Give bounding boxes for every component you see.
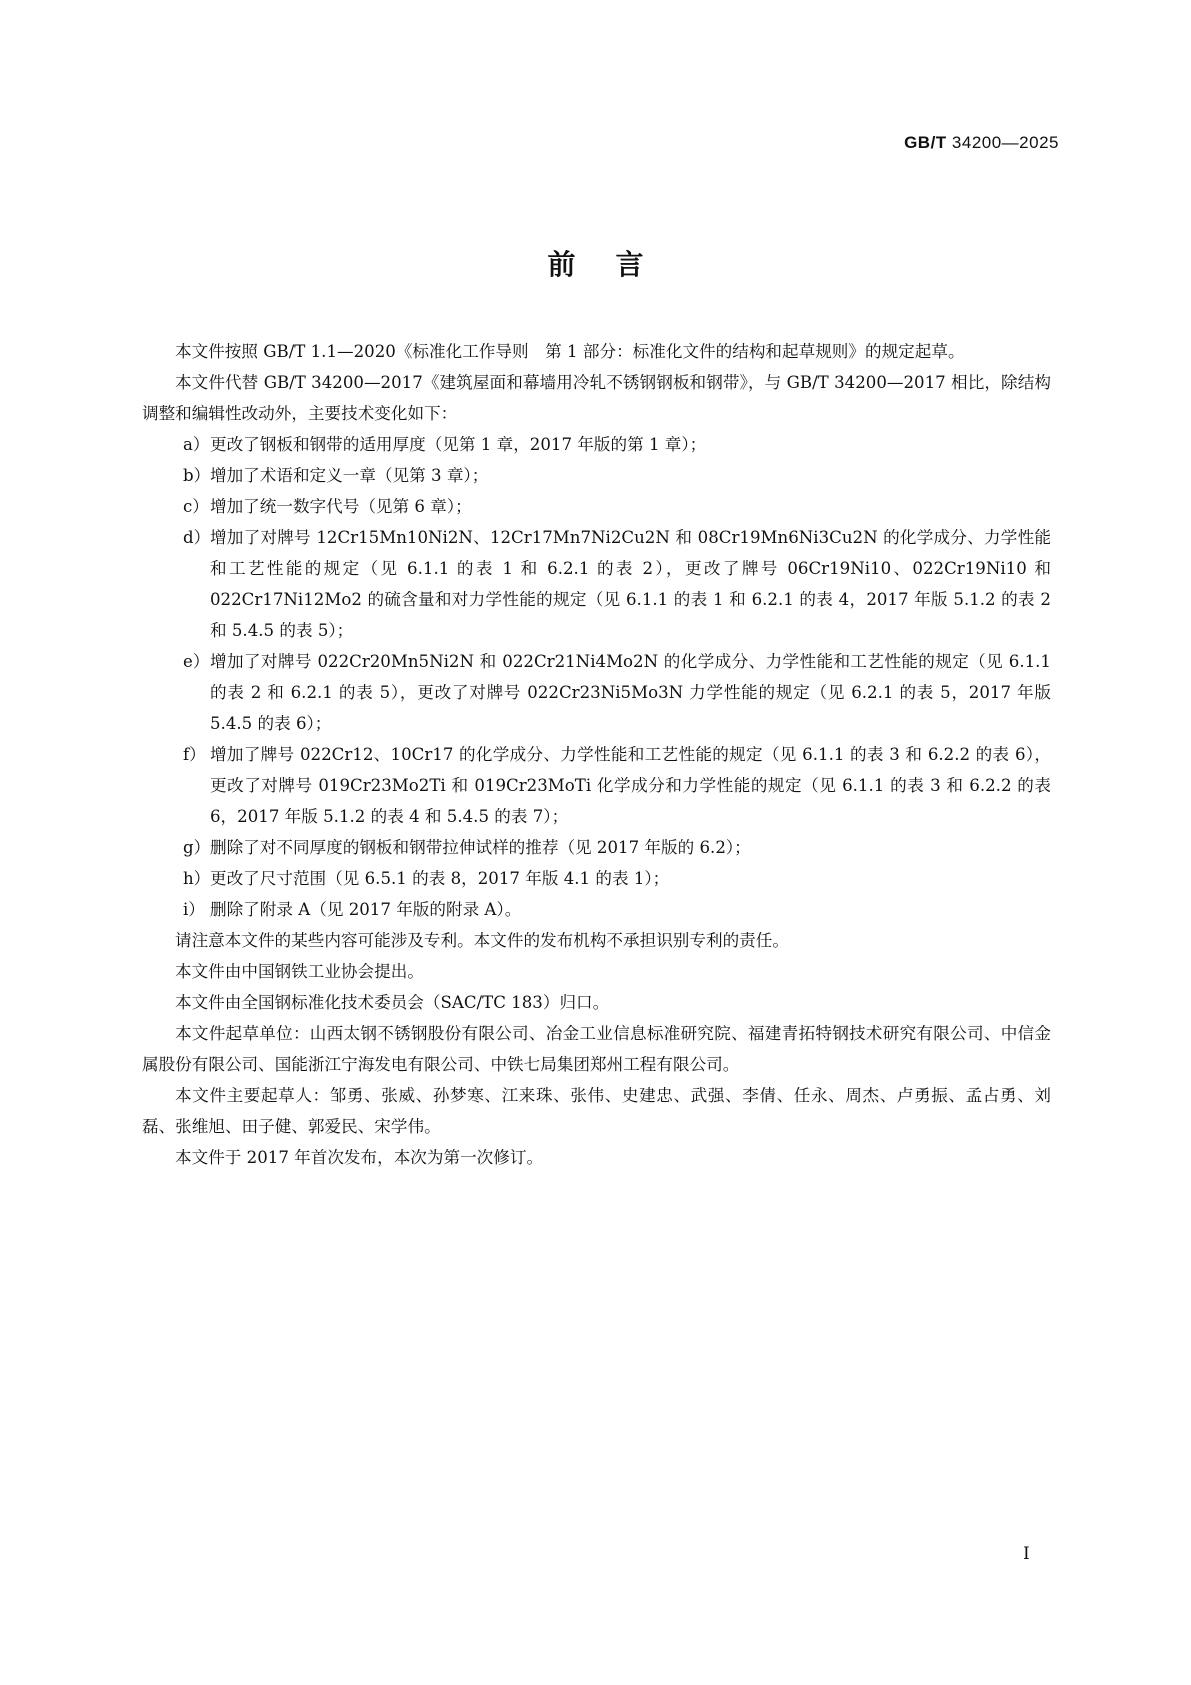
list-item (142, 894, 1051, 925)
paragraph-drafting-basis: 本文件按照 GB/T 1.1—2020《标准化工作导则 第 1 部分：标准化文件的结构和起草规则》的规定起草。 (175, 342, 965, 361)
paragraph-proposed-by: 本文件由中国钢铁工业协会提出。 (175, 962, 424, 981)
standard-code: GB/T (904, 133, 947, 152)
list-item-marker: d） (183, 528, 211, 547)
list-item-text: 增加了对牌号 12Cr15Mn10Ni2N、12Cr17Mn7Ni2Cu2N 和 08Cr19Mn6Ni3Cu2N 的化学成分、力学性能和工艺性能的规定（见 6.1.1 的表 1 和 6.2.1 的表 2），更改了牌号 06Cr19Ni10、022Cr19Ni10 和 022Cr17Ni12Mo2 的硫含量和对力学性能的规定（见 6.1.1 的表 1 和 6.2.1 的表 4，2017 年版 5.1.2 的表 2 和 5.4.5 的表 5）； (210, 528, 1051, 640)
list-item-marker: a） (183, 435, 210, 454)
list-item-text: 更改了钢板和钢带的适用厚度（见第 1 章，2017 年版的第 1 章）； (210, 435, 707, 454)
standard-number: 34200—2025 (951, 133, 1059, 152)
paragraph-history: 本文件于 2017 年首次发布，本次为第一次修订。 (175, 1148, 544, 1167)
paragraph-drafters: 本文件主要起草人：邹勇、张威、孙梦寒、江来珠、张伟、史建忠、武强、李倩、任永、周杰、卢勇振、孟占勇、刘磊、张维旭、田子健、郭爱民、宋学伟。 (142, 1086, 1051, 1136)
list-item-marker: i） (183, 900, 205, 919)
list-item-marker: b） (183, 466, 211, 485)
paragraph-administered-by: 本文件由全国钢标准化技术委员会（SAC/TC 183）归口。 (175, 993, 610, 1012)
technical-changes-list (142, 429, 1051, 925)
list-item-marker: g） (183, 838, 211, 857)
page-number: I (1023, 1544, 1030, 1564)
list-item (142, 739, 1051, 832)
list-item (142, 460, 1051, 491)
list-item-text: 增加了术语和定义一章（见第 3 章）； (210, 466, 489, 485)
list-item-text: 删除了附录 A（见 2017 年版的附录 A）。 (210, 900, 522, 919)
list-item-text: 删除了对不同厚度的钢板和钢带拉伸试样的推荐（见 2017 年版的 6.2）； (210, 838, 751, 857)
list-item (142, 646, 1051, 739)
list-item (142, 832, 1051, 863)
list-item-marker: f） (183, 745, 206, 764)
list-item-marker: h） (183, 869, 211, 888)
list-item (142, 522, 1051, 646)
paragraph-patent-notice: 请注意本文件的某些内容可能涉及专利。本文件的发布机构不承担识别专利的责任。 (175, 931, 789, 950)
list-item-text: 增加了对牌号 022Cr20Mn5Ni2N 和 022Cr21Ni4Mo2N 的化学成分、力学性能和工艺性能的规定（见 6.1.1 的表 2 和 6.2.1 的表 5），更改了对牌号 022Cr23Ni5Mo3N 力学性能的规定（见 6.2.1 的表 5，2017 年版 5.4.5 的表 6）； (210, 652, 1051, 733)
page-header (904, 133, 1059, 153)
list-item-marker: c） (183, 497, 209, 516)
list-item (142, 491, 1051, 522)
list-item-marker: e） (183, 652, 210, 671)
list-item (142, 863, 1051, 894)
list-item-text: 增加了统一数字代号（见第 6 章）； (210, 497, 472, 516)
foreword-body (142, 336, 1051, 1173)
list-item (142, 429, 1051, 460)
list-item-text: 更改了尺寸范围（见 6.5.1 的表 8，2017 年版 4.1 的表 1）； (210, 869, 670, 888)
page-title: 前言 (547, 248, 684, 281)
paragraph-drafting-units: 本文件起草单位：山西太钢不锈钢股份有限公司、冶金工业信息标准研究院、福建青拓特钢技术研究有限公司、中信金属股份有限公司、国能浙江宁海发电有限公司、中铁七局集团郑州工程有限公司。 (142, 1024, 1051, 1074)
paragraph-replacement: 本文件代替 GB/T 34200—2017《建筑屋面和幕墙用冷轧不锈钢钢板和钢带》，与 GB/T 34200—2017 相比，除结构调整和编辑性改动外，主要技术变化如下： (142, 373, 1051, 423)
list-item-text: 增加了牌号 022Cr12、10Cr17 的化学成分、力学性能和工艺性能的规定（见 6.1.1 的表 3 和 6.2.2 的表 6），更改了对牌号 019Cr23Mo2Ti 和 019Cr23MoTi 化学成分和力学性能的规定（见 6.1.1 的表 3 和 6.2.2 的表 6，2017 年版 5.1.2 的表 4 和 5.4.5 的表 7）； (210, 745, 1051, 826)
